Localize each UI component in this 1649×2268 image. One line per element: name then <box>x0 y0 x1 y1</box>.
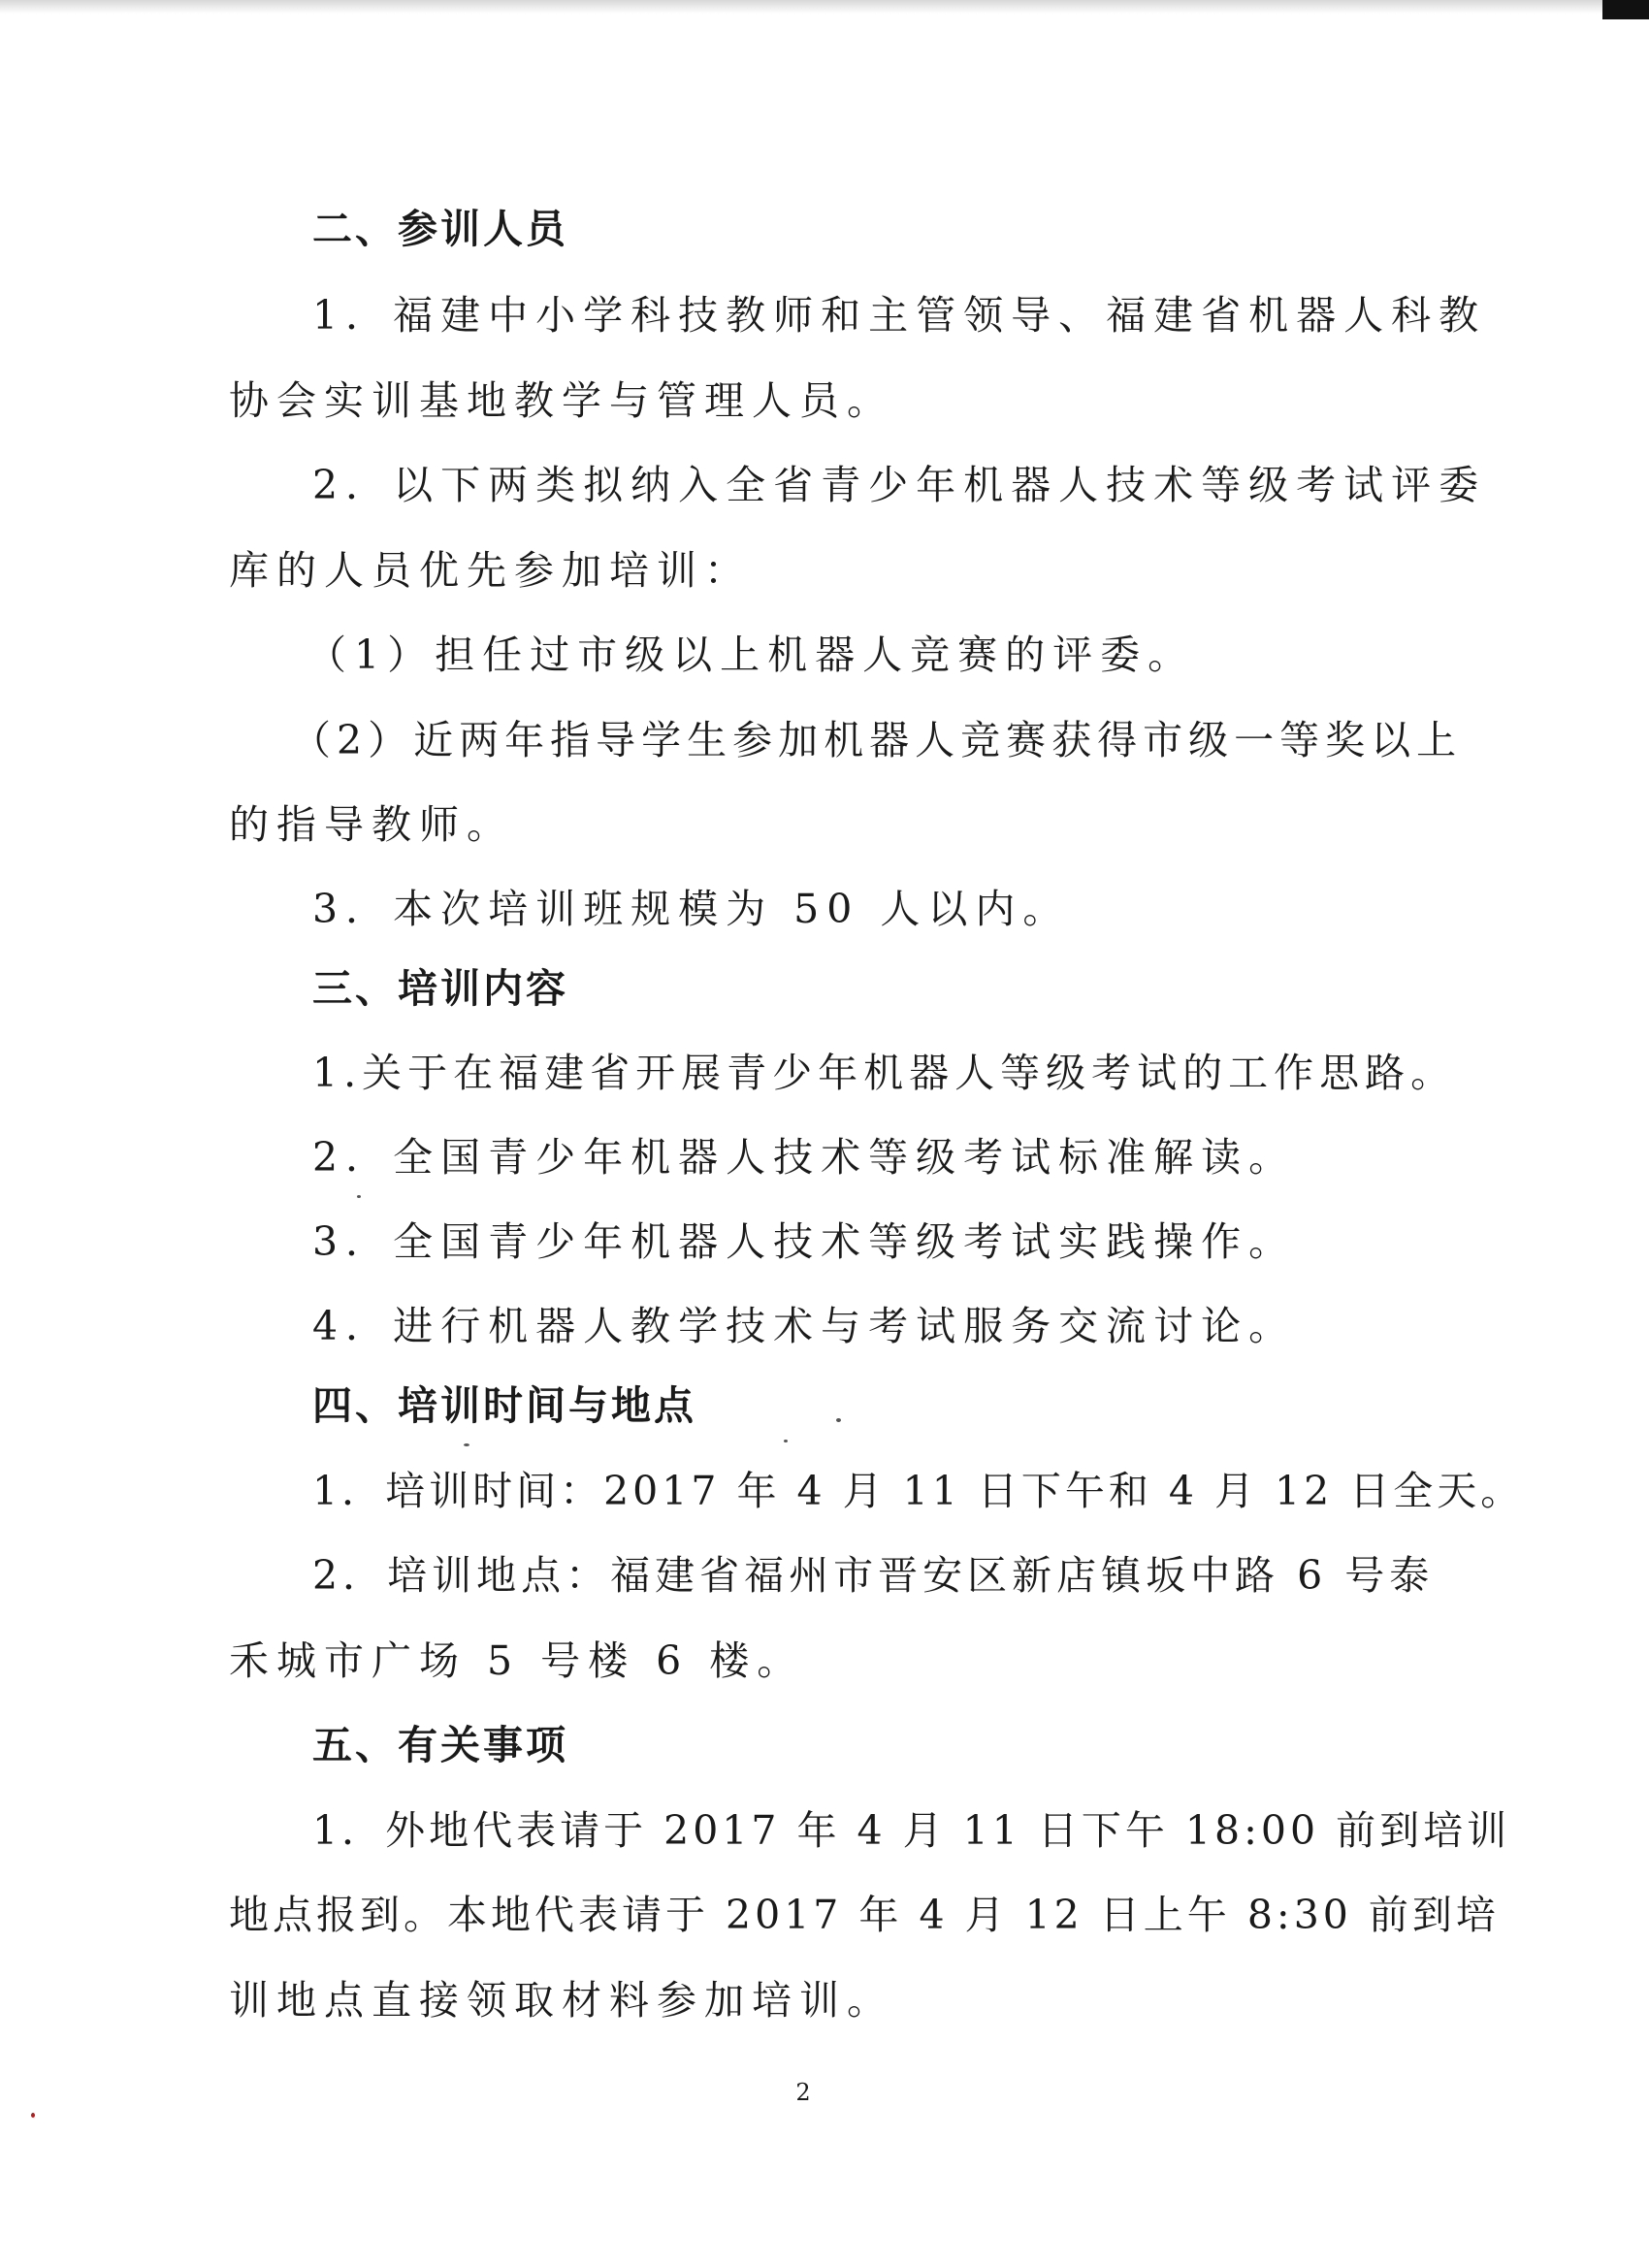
paragraph-line: 4．进行机器人教学技术与考试服务交流讨论。 <box>312 1303 1297 1349</box>
paragraph-line: 地点报到。本地代表请于 2017 年 4 月 12 日上午 8:30 前到培 <box>229 1892 1500 1938</box>
paragraph-line: 3．本次培训班规模为 50 人以内。 <box>312 886 1071 932</box>
paragraph-line: （2）近两年指导学生参加机器人竞赛获得市级一等奖以上 <box>291 717 1463 763</box>
scan-speck <box>784 1440 788 1442</box>
paragraph-line: 2．以下两类拟纳入全省青少年机器人技术等级考试评委 <box>312 462 1487 508</box>
scan-speck <box>836 1418 841 1422</box>
paragraph-line: 1.关于在福建省开展青少年机器人等级考试的工作思路。 <box>312 1050 1457 1096</box>
page-number: 2 <box>795 2079 811 2106</box>
paragraph-line: 的指导教师。 <box>229 801 514 848</box>
paragraph-line: 2．全国青少年机器人技术等级考试标准解读。 <box>312 1134 1297 1181</box>
section-heading-content: 三、培训内容 <box>312 965 568 1012</box>
section-heading-participants: 二、参训人员 <box>312 206 568 252</box>
section-heading-related-matters: 五、有关事项 <box>312 1722 568 1768</box>
paragraph-line: 1．培训时间：2017 年 4 月 11 日下午和 4 月 12 日全天。 <box>312 1468 1525 1514</box>
scan-speck <box>357 1195 361 1198</box>
paragraph-line: 协会实训基地教学与管理人员。 <box>229 377 894 424</box>
scan-speck <box>31 2113 35 2118</box>
scan-speck <box>464 1443 469 1446</box>
paragraph-line: 禾城市广场 5 号楼 6 楼。 <box>229 1637 805 1684</box>
section-heading-time-location: 四、培训时间与地点 <box>312 1382 696 1429</box>
paragraph-line: 训地点直接领取材料参加培训。 <box>229 1977 894 2024</box>
paragraph-line: （1）担任过市级以上机器人竞赛的评委。 <box>307 632 1196 678</box>
paragraph-line: 1．福建中小学科技教师和主管领导、福建省机器人科教 <box>312 292 1487 339</box>
paragraph-line: 1．外地代表请于 2017 年 4 月 11 日下午 18:00 前到培训 <box>312 1807 1511 1854</box>
paragraph-line: 2．培训地点：福建省福州市晋安区新店镇坂中路 6 号泰 <box>312 1552 1435 1599</box>
paragraph-line: 3．全国青少年机器人技术等级考试实践操作。 <box>312 1218 1297 1265</box>
paragraph-line: 库的人员优先参加培训： <box>229 547 752 594</box>
